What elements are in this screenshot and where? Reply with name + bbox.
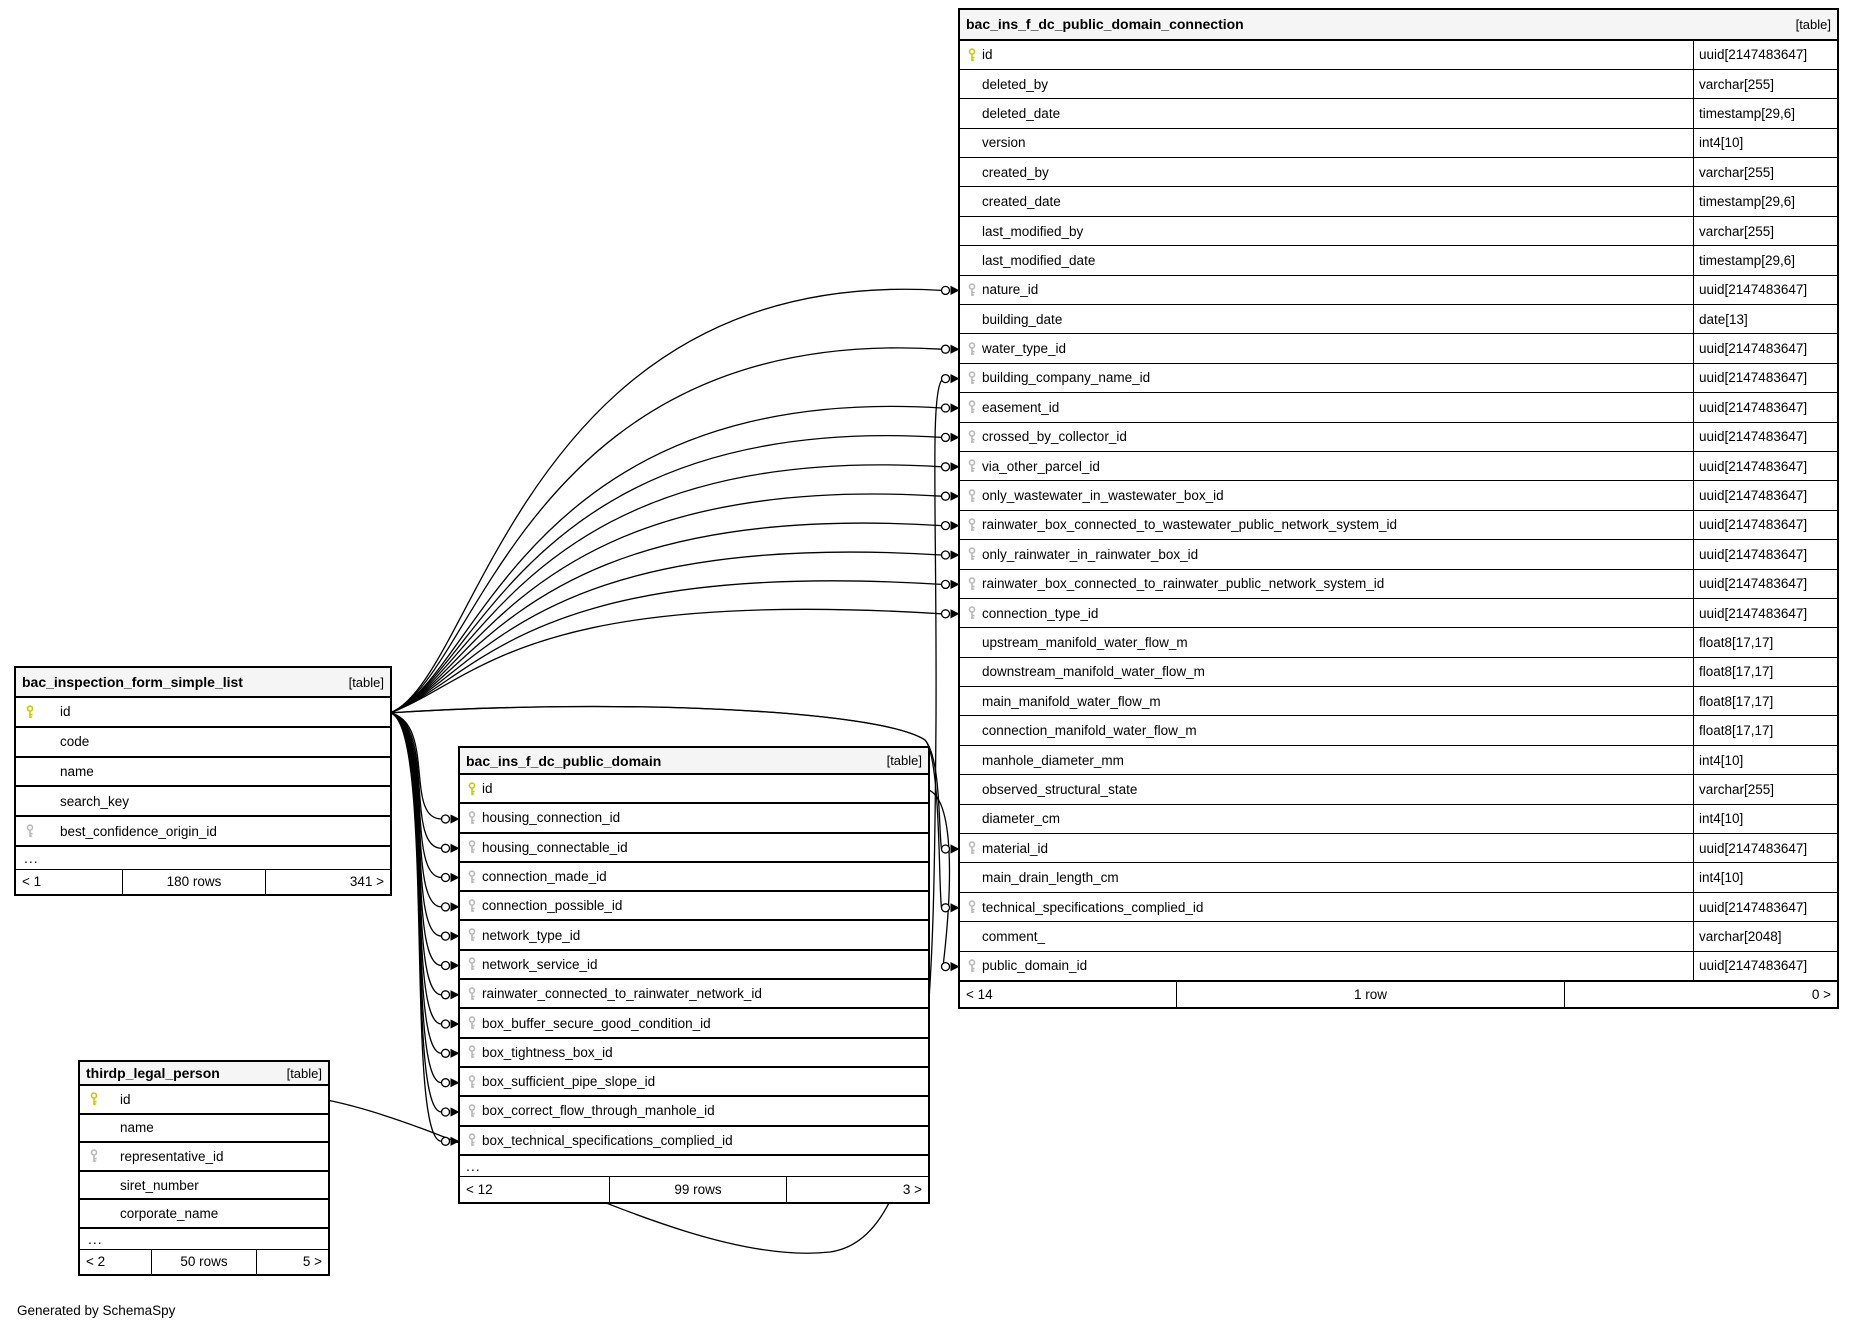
column-type: int4[10]	[1693, 129, 1837, 157]
relationship-curve	[390, 348, 942, 713]
fk-arrowhead	[451, 902, 460, 911]
column-row	[960, 511, 1837, 540]
table-tag: [table]	[286, 1065, 322, 1081]
zero-or-one-circle	[942, 580, 950, 588]
column-row	[16, 728, 390, 758]
foreign-key-icon	[466, 870, 479, 884]
table-title[interactable]: bac_ins_f_dc_public_domain	[466, 752, 662, 769]
row-count: 180 rows	[123, 870, 266, 894]
zero-or-one-circle	[442, 932, 450, 940]
column-name: corporate_name	[120, 1206, 219, 1222]
foreign-key-icon	[966, 459, 979, 473]
key-cell	[966, 459, 982, 473]
relationship-curve	[390, 581, 942, 713]
column-type: uuid[2147483647]	[1693, 834, 1837, 862]
column-name: representative_id	[120, 1148, 224, 1164]
column-name: code	[60, 734, 90, 750]
column-type: float8[17,17]	[1693, 716, 1837, 744]
table-title[interactable]: bac_inspection_form_simple_list	[22, 674, 243, 690]
zero-or-one-circle	[942, 345, 950, 353]
relationship-curve	[928, 790, 949, 963]
column-type: uuid[2147483647]	[1693, 511, 1837, 539]
foreign-key-icon	[966, 371, 979, 385]
column-row	[16, 817, 390, 847]
column-name: search_key	[60, 793, 130, 809]
column-name: main_drain_length_cm	[982, 870, 1119, 886]
foreign-key-icon	[966, 430, 979, 444]
fk-arrowhead	[951, 403, 960, 412]
relationship-curve	[390, 552, 942, 713]
key-cell	[966, 841, 982, 855]
zero-or-one-circle	[442, 874, 450, 882]
column-name: crossed_by_collector_id	[982, 429, 1127, 445]
table-thirdp-legal-person	[80, 1062, 328, 1274]
column-name: building_date	[982, 311, 1063, 327]
fk-arrowhead	[951, 580, 960, 589]
key-cell	[966, 577, 982, 591]
ellipsis-row: ...	[88, 1230, 103, 1247]
column-row	[460, 980, 928, 1009]
column-name: id	[120, 1091, 131, 1107]
column-row	[960, 658, 1837, 687]
foreign-key-icon	[466, 928, 479, 942]
foreign-key-icon	[966, 489, 979, 503]
foreign-key-icon	[966, 283, 979, 297]
key-cell	[966, 371, 982, 385]
column-type: uuid[2147483647]	[1693, 540, 1837, 568]
column-row	[960, 805, 1837, 834]
zero-or-one-circle	[442, 1020, 450, 1028]
column-type: uuid[2147483647]	[1693, 599, 1837, 627]
foreign-key-icon	[966, 900, 979, 914]
fk-arrowhead	[451, 1137, 460, 1146]
column-row	[960, 775, 1837, 804]
column-row	[960, 70, 1837, 99]
column-type: uuid[2147483647]	[1693, 893, 1837, 921]
column-name: diameter_cm	[982, 811, 1061, 827]
table-title[interactable]: bac_ins_f_dc_public_domain_connection	[966, 16, 1244, 33]
key-cell	[466, 987, 482, 1001]
fk-arrowhead	[451, 1107, 460, 1116]
column-type: uuid[2147483647]	[1693, 952, 1837, 980]
column-name: box_correct_flow_through_manhole_id	[482, 1103, 715, 1119]
column-name: box_tightness_box_id	[482, 1044, 613, 1060]
key-cell	[466, 1133, 482, 1147]
fk-arrowhead	[951, 550, 960, 559]
key-cell	[88, 1149, 120, 1163]
column-name: best_confidence_origin_id	[60, 823, 217, 839]
column-name: public_domain_id	[982, 958, 1088, 974]
zero-or-one-circle	[442, 991, 450, 999]
column-name: id	[60, 704, 71, 720]
column-type: varchar[2048]	[1693, 922, 1837, 950]
column-name: version	[982, 135, 1026, 151]
column-name: material_id	[982, 840, 1049, 856]
zero-or-one-circle	[442, 903, 450, 911]
pagination-next: 3 >	[902, 1181, 922, 1197]
column-row	[80, 1115, 328, 1144]
table-bac-ins-f-dc-public-domain	[460, 748, 928, 1202]
zero-or-one-circle	[942, 404, 950, 412]
column-row	[960, 41, 1837, 70]
column-name: rainwater_box_connected_to_wastewater_public_network_system_id	[982, 517, 1397, 533]
foreign-key-icon	[466, 987, 479, 1001]
column-name: housing_connection_id	[482, 810, 621, 826]
column-row	[80, 1200, 328, 1229]
foreign-key-icon	[966, 959, 979, 973]
foreign-key-icon	[966, 547, 979, 561]
zero-or-one-circle	[942, 492, 950, 500]
column-row	[960, 952, 1837, 981]
fk-arrowhead	[951, 609, 960, 618]
primary-key-icon	[88, 1092, 101, 1106]
foreign-key-icon	[966, 577, 979, 591]
key-cell	[466, 840, 482, 854]
fk-arrowhead	[451, 990, 460, 999]
generator-note: Generated by SchemaSpy	[17, 1303, 176, 1318]
zero-or-one-circle	[442, 1108, 450, 1116]
column-row	[960, 716, 1837, 745]
table-tag: [table]	[1795, 16, 1831, 32]
key-cell	[466, 1075, 482, 1089]
column-type: date[13]	[1693, 305, 1837, 333]
relationship-curve	[390, 465, 942, 713]
zero-or-one-circle	[942, 286, 950, 294]
primary-key-icon	[966, 48, 979, 62]
table-bac-inspection-form-simple-list	[16, 668, 390, 894]
foreign-key-icon	[966, 518, 979, 532]
primary-key-icon	[466, 782, 479, 796]
foreign-key-icon	[466, 1016, 479, 1030]
row-count: 1 row	[1177, 982, 1565, 1007]
row-count: 50 rows	[152, 1250, 257, 1274]
column-row	[460, 863, 928, 892]
key-cell	[966, 547, 982, 561]
column-type: float8[17,17]	[1693, 687, 1837, 715]
fk-arrowhead	[451, 961, 460, 970]
table-tag: [table]	[348, 674, 384, 690]
zero-or-one-circle	[442, 815, 450, 823]
column-row	[960, 276, 1837, 305]
zero-or-one-circle	[442, 1079, 450, 1087]
zero-or-one-circle	[942, 845, 950, 853]
column-name: box_buffer_secure_good_condition_id	[482, 1015, 711, 1031]
column-name: network_service_id	[482, 956, 598, 972]
column-row	[460, 892, 928, 921]
column-name: observed_structural_state	[982, 781, 1138, 797]
fk-arrowhead	[951, 374, 960, 383]
foreign-key-icon	[466, 811, 479, 825]
fk-arrowhead	[451, 873, 460, 882]
column-row	[16, 787, 390, 817]
column-row	[460, 1097, 928, 1126]
key-cell	[466, 1045, 482, 1059]
foreign-key-icon	[466, 1045, 479, 1059]
zero-or-one-circle	[942, 463, 950, 471]
fk-arrowhead	[951, 521, 960, 530]
column-name: siret_number	[120, 1177, 199, 1193]
column-name: housing_connectable_id	[482, 839, 628, 855]
column-name: easement_id	[982, 399, 1060, 415]
column-name: only_rainwater_in_rainwater_box_id	[982, 546, 1199, 562]
column-name: comment_	[982, 928, 1046, 944]
column-type: varchar[255]	[1693, 217, 1837, 245]
column-row	[960, 540, 1837, 569]
column-name: nature_id	[982, 282, 1039, 298]
column-type: uuid[2147483647]	[1693, 452, 1837, 480]
column-row	[960, 129, 1837, 158]
key-cell	[466, 1016, 482, 1030]
column-name: water_type_id	[982, 341, 1067, 357]
key-cell	[966, 900, 982, 914]
column-row	[960, 423, 1837, 452]
column-type: uuid[2147483647]	[1693, 41, 1837, 69]
key-cell	[88, 1092, 120, 1106]
key-cell	[966, 489, 982, 503]
column-row	[960, 834, 1837, 863]
column-name: upstream_manifold_water_flow_m	[982, 635, 1188, 650]
column-name: technical_specifications_complied_id	[982, 899, 1204, 915]
column-type: float8[17,17]	[1693, 658, 1837, 686]
fk-arrowhead	[451, 814, 460, 823]
key-cell	[24, 705, 60, 719]
key-cell	[466, 899, 482, 913]
column-type: uuid[2147483647]	[1693, 393, 1837, 421]
column-row	[960, 187, 1837, 216]
column-row	[960, 893, 1837, 922]
column-row	[960, 158, 1837, 187]
fk-arrowhead	[451, 932, 460, 941]
column-name: id	[982, 47, 993, 63]
column-row	[960, 452, 1837, 481]
column-name: via_other_parcel_id	[982, 458, 1100, 474]
table-title[interactable]: thirdp_legal_person	[86, 1065, 220, 1081]
column-name: created_by	[982, 164, 1049, 180]
column-row	[960, 246, 1837, 275]
column-type: uuid[2147483647]	[1693, 481, 1837, 509]
column-row	[960, 481, 1837, 510]
column-type: timestamp[29,6]	[1693, 99, 1837, 127]
foreign-key-icon	[466, 840, 479, 854]
key-cell	[466, 928, 482, 942]
column-type: timestamp[29,6]	[1693, 246, 1837, 274]
column-row	[460, 921, 928, 950]
column-row	[80, 1143, 328, 1172]
column-name: rainwater_connected_to_rainwater_network_id	[482, 986, 762, 1002]
zero-or-one-circle	[942, 551, 950, 559]
column-name: deleted_date	[982, 105, 1061, 121]
column-row	[460, 1039, 928, 1068]
column-name: name	[120, 1120, 154, 1136]
column-row	[960, 334, 1837, 363]
column-name: id	[482, 781, 493, 797]
column-name: box_sufficient_pipe_slope_id	[482, 1074, 656, 1090]
zero-or-one-circle	[942, 963, 950, 971]
foreign-key-icon	[966, 342, 979, 356]
column-row	[960, 364, 1837, 393]
column-type: int4[10]	[1693, 863, 1837, 891]
column-type: float8[17,17]	[1693, 628, 1837, 656]
relationship-curve	[390, 406, 942, 713]
pagination-next: 341 >	[349, 874, 384, 890]
fk-arrowhead	[951, 345, 960, 354]
fk-arrowhead	[951, 962, 960, 971]
column-type: uuid[2147483647]	[1693, 364, 1837, 392]
foreign-key-icon	[466, 957, 479, 971]
column-row	[460, 775, 928, 804]
column-type: int4[10]	[1693, 805, 1837, 833]
pagination-prev: < 2	[80, 1250, 152, 1274]
key-cell	[24, 824, 60, 838]
key-cell	[966, 606, 982, 620]
key-cell	[966, 430, 982, 444]
foreign-key-icon	[966, 400, 979, 414]
column-row	[960, 599, 1837, 628]
column-name: last_modified_by	[982, 223, 1084, 239]
column-row	[960, 393, 1837, 422]
pagination-next: 0 >	[1811, 987, 1831, 1002]
key-cell	[966, 518, 982, 532]
pagination-prev: < 12	[460, 1177, 610, 1202]
key-cell	[966, 400, 982, 414]
fk-arrowhead	[951, 903, 960, 912]
fk-arrowhead	[951, 844, 960, 853]
column-name: connection_possible_id	[482, 898, 623, 914]
fk-arrowhead	[951, 286, 960, 295]
column-name: deleted_by	[982, 76, 1049, 92]
row-count: 99 rows	[610, 1177, 787, 1202]
foreign-key-icon	[24, 824, 37, 838]
column-name: connection_type_id	[982, 605, 1099, 621]
column-row	[460, 804, 928, 833]
column-type: uuid[2147483647]	[1693, 276, 1837, 304]
table-tag: [table]	[886, 753, 922, 768]
column-name: rainwater_box_connected_to_rainwater_public_network_system_id	[982, 576, 1385, 592]
column-row	[960, 570, 1837, 599]
column-row	[460, 1009, 928, 1038]
zero-or-one-circle	[442, 1049, 450, 1057]
zero-or-one-circle	[942, 522, 950, 530]
table-bac-ins-f-dc-public-domain-connection	[960, 10, 1837, 1007]
column-name: name	[60, 763, 94, 779]
relationship-curve	[390, 436, 942, 713]
column-name: created_date	[982, 194, 1061, 210]
column-row	[80, 1086, 328, 1115]
relationship-curve	[390, 609, 942, 713]
column-row	[460, 1068, 928, 1097]
relationship-curve	[390, 494, 942, 713]
column-name: last_modified_date	[982, 252, 1096, 268]
column-row	[960, 217, 1837, 246]
foreign-key-icon	[88, 1149, 101, 1163]
zero-or-one-circle	[942, 610, 950, 618]
column-name: downstream_manifold_water_flow_m	[982, 664, 1205, 680]
column-type: varchar[255]	[1693, 158, 1837, 186]
column-row	[460, 1127, 928, 1156]
fk-arrowhead	[951, 433, 960, 442]
foreign-key-icon	[466, 1075, 479, 1089]
zero-or-one-circle	[442, 1137, 450, 1145]
column-type: uuid[2147483647]	[1693, 334, 1837, 362]
column-name: manhole_diameter_mm	[982, 752, 1124, 768]
column-row	[960, 99, 1837, 128]
foreign-key-icon	[966, 841, 979, 855]
column-row	[960, 305, 1837, 334]
column-row	[960, 863, 1837, 892]
zero-or-one-circle	[942, 904, 950, 912]
pagination-next: 5 >	[302, 1254, 322, 1270]
fk-arrowhead	[951, 462, 960, 471]
foreign-key-icon	[966, 606, 979, 620]
key-cell	[466, 870, 482, 884]
column-row	[16, 698, 390, 728]
column-name: network_type_id	[482, 927, 581, 943]
zero-or-one-circle	[442, 844, 450, 852]
column-name: connection_made_id	[482, 869, 607, 885]
column-row	[80, 1172, 328, 1201]
fk-arrowhead	[451, 1078, 460, 1087]
zero-or-one-circle	[942, 433, 950, 441]
key-cell	[966, 959, 982, 973]
fk-arrowhead	[451, 844, 460, 853]
column-type: varchar[255]	[1693, 775, 1837, 803]
column-row	[460, 834, 928, 863]
pagination-prev: < 1	[16, 870, 123, 894]
column-row	[960, 746, 1837, 775]
fk-arrowhead	[451, 1019, 460, 1028]
column-name: connection_manifold_water_flow_m	[982, 723, 1197, 739]
column-row	[960, 628, 1837, 657]
column-row	[960, 922, 1837, 951]
primary-key-icon	[24, 705, 37, 719]
column-name: box_technical_specifications_complied_id	[482, 1132, 733, 1148]
column-name: main_manifold_water_flow_m	[982, 693, 1161, 709]
foreign-key-icon	[466, 1133, 479, 1147]
column-type: timestamp[29,6]	[1693, 187, 1837, 215]
key-cell	[466, 1104, 482, 1118]
ellipsis-row: ...	[466, 1157, 481, 1174]
key-cell	[966, 342, 982, 356]
key-cell	[466, 782, 482, 796]
key-cell	[466, 957, 482, 971]
column-row	[460, 951, 928, 980]
fk-arrowhead	[451, 1049, 460, 1058]
zero-or-one-circle	[942, 375, 950, 383]
column-name: only_wastewater_in_wastewater_box_id	[982, 488, 1224, 504]
column-row	[16, 758, 390, 788]
key-cell	[466, 811, 482, 825]
column-type: int4[10]	[1693, 746, 1837, 774]
column-type: varchar[255]	[1693, 70, 1837, 98]
pagination-prev: < 14	[960, 982, 1177, 1007]
zero-or-one-circle	[442, 962, 450, 970]
key-cell	[966, 48, 982, 62]
column-type: uuid[2147483647]	[1693, 423, 1837, 451]
column-type: uuid[2147483647]	[1693, 570, 1837, 598]
fk-arrowhead	[951, 492, 960, 501]
foreign-key-icon	[466, 899, 479, 913]
column-row	[960, 687, 1837, 716]
ellipsis-row: ...	[24, 849, 39, 866]
column-name: building_company_name_id	[982, 370, 1151, 386]
key-cell	[966, 283, 982, 297]
foreign-key-icon	[466, 1104, 479, 1118]
